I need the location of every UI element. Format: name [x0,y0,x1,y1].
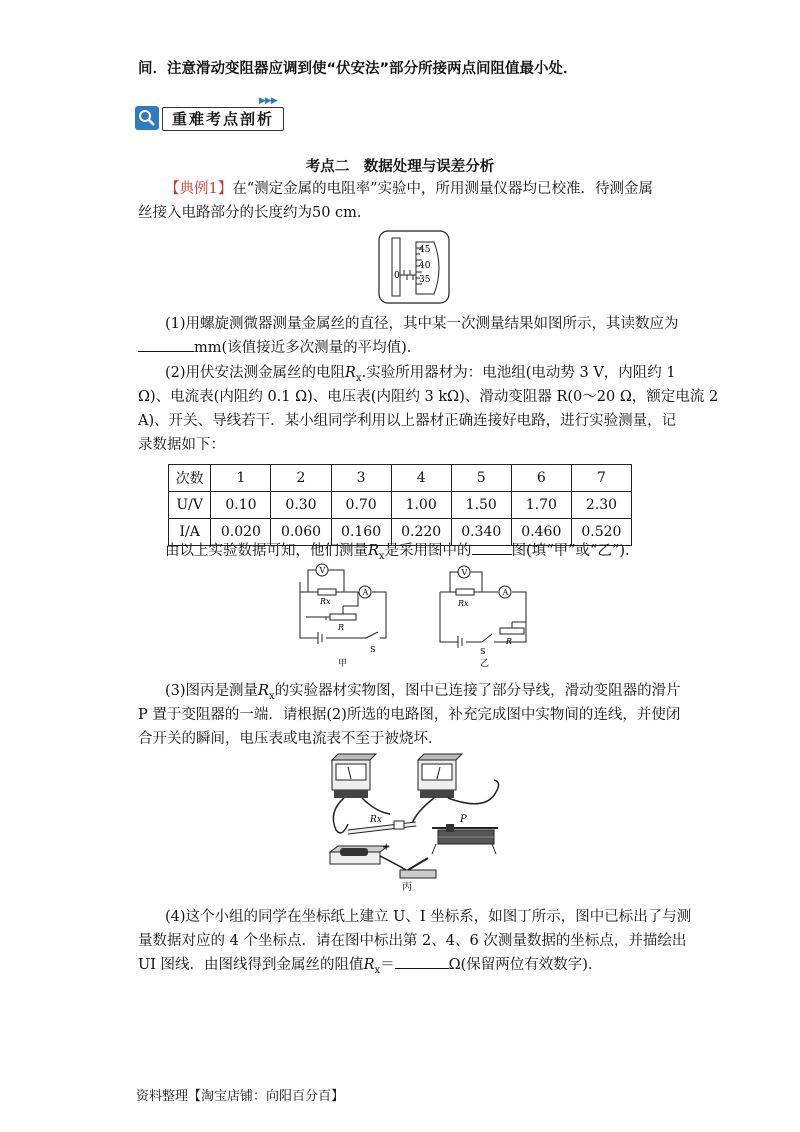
micrometer-tick-40: 40 [419,261,431,271]
q4-answer-blank[interactable] [395,954,449,969]
table-header-row [169,465,632,492]
micrometer-zero: 0 [394,271,400,281]
yi-voltmeter-label: V [461,568,468,577]
table-cell: 4 [391,465,451,492]
example-text-1: 在“测定金属的电阻率”实验中，所用测量仪器均已校准．待测金属 [232,181,654,197]
micrometer-tick-45: 45 [419,245,431,255]
q2-rx-sub: x [355,372,362,384]
q4-line-3: UI 图线．由图线得到金属丝的阻值$R_x= \Omega$(保留两位有效数字)． [138,954,668,982]
example-tag: 【典例1】 [165,181,233,197]
q3-line-2: P 置于变阻器的一端．请根据(2)所选的电路图，补充完成图中实物间的连线，并使闭 [138,707,681,723]
jia-caption: 甲 [338,659,348,669]
q2-after-text-a: 由以上实验数据可知，他们测量 [165,543,368,559]
q1-text-2: mm(该值接近多次测量的平均值)． [194,340,422,356]
q2-text-1b: .实验所用器材为：电池组(电动势 3 V，内阻约 1 [361,365,676,381]
jia-rx-label: Rx [320,597,331,606]
circuit-yi [436,562,536,670]
table-cell: 0.060 [271,519,331,546]
table-cell: 1.70 [511,492,571,519]
table-cell: 1 [211,465,271,492]
table-cell: 1.50 [451,492,511,519]
example-line-2: 丝接入电路部分的长度约为50 cm. [138,205,362,221]
q2-after-table: 由以上实验数据可知，他们测量$R_x$是采用图中的 图(填“甲”或“乙”)． [165,540,695,568]
circuit-jia [296,562,396,670]
yi-s-label: S [480,647,486,656]
yi-r-label: R [506,637,513,646]
table-cell: 0.10 [211,492,271,519]
table-cell: 0.160 [331,519,391,546]
triple-arrow-icon: ▶▶▶ [259,96,277,106]
table-cell: 6 [511,465,571,492]
continuation-line: 间．注意滑动变阻器应调到使“伏安法”部分所接两点间阻值最小处． [138,61,578,77]
yi-caption: 乙 [480,659,490,669]
table-row [169,492,632,519]
micrometer-tick-35: 35 [419,275,431,285]
q3-text-1b: 的实验器材实物图，图中已连接了部分导线，滑动变阻器的滑片 [274,683,681,699]
q2-rx-symbol: R [345,365,356,381]
table-cell: 5 [451,465,511,492]
jia-s-label: S [370,645,376,654]
apparatus-caption: 丙 [402,882,412,892]
section-badge-title: 重难考点剖析 [162,107,284,131]
apparatus-plus-label: + [382,842,391,853]
data-table [168,464,632,546]
micrometer-figure [378,230,450,304]
apparatus-figure [326,752,502,892]
yi-ammeter-label: A [502,588,509,597]
q2-answer-blank[interactable] [472,540,512,555]
table-cell: 3 [331,465,391,492]
q2-text-1a: (2)用伏安法测金属丝的电阻 [165,365,346,381]
apparatus-rx-label: Rx [370,815,382,825]
q4-text-3c: Ω(保留两位有效数字)． [448,957,603,973]
q1-line-1: (1)用螺旋测微器测量金属丝的直径，其中某一次测量结果如图所示，其读数应为 [165,316,679,332]
table-cell: 0.020 [211,519,271,546]
table-cell: 0.520 [571,519,631,546]
q3-text-1a: (3)图丙是测量 [165,683,259,699]
table-cell: 7 [571,465,631,492]
table-cell: 0.460 [511,519,571,546]
q3-line-3: 合开关的瞬间，电压表或电流表不至于被烧坏． [138,731,443,747]
jia-ammeter-label: A [362,588,369,597]
q1-line-2 [138,337,668,359]
q4-line-2: 量数据对应的 4 个坐标点．请在图中标出第 2、4、6 次测量数据的坐标点，并描绘出 [138,933,687,949]
table-cell: 0.220 [391,519,451,546]
table-cell: I/A [169,519,211,546]
q3-line-1: (3)图丙是测量$R_x$的实验器材实物图，图中已连接了部分导线，滑动变阻器的滑片 [165,683,681,702]
table-cell: 0.70 [331,492,391,519]
apparatus-p-label: P [460,814,467,825]
q2-after-text-c: 图(填“甲”或“乙”)． [511,543,640,559]
example-line-1 [165,178,695,200]
q4-line-1: (4)这个小组的同学在坐标纸上建立 U、I 坐标系，如图丁所示，图中已标出了与测 [165,909,692,925]
jia-voltmeter-label: V [319,566,326,575]
table-cell: 次数 [169,465,211,492]
table-cell: 0.340 [451,519,511,546]
section-heading: 考点二 数据处理与误差分析 [305,159,495,175]
footer-note: 资料整理【淘宝店铺：向阳百分百】 [136,1089,345,1104]
q4-text-3a: UI 图线．由图线得到金属丝的阻值 [138,957,364,973]
table-cell: 1.00 [391,492,451,519]
table-cell: 2.30 [571,492,631,519]
yi-rx-label: Rx [458,599,469,608]
q4-text-3b: ＝ [380,957,395,973]
q2-line-4: 录数据如下： [138,437,225,453]
q2-line-3: A)、开关、导线若干．某小组同学利用以上器材正确连接好电路，进行实验测量，记 [138,413,677,429]
table-cell: 2 [271,465,331,492]
q1-answer-blank[interactable] [138,337,194,352]
q2-after-text-b: 是采用图中的 [384,543,472,559]
table-cell: U/V [169,492,211,519]
q2-line-2: Ω)、电流表(内阻约 0.1 Ω)、电压表(内阻约 3 kΩ)、滑动变阻器 R(0～20 Ω，额定电流 2 [138,389,719,405]
magnifier-icon [135,106,159,130]
table-cell: 0.30 [271,492,331,519]
jia-r-label: R [338,623,345,632]
section-badge [135,106,285,130]
